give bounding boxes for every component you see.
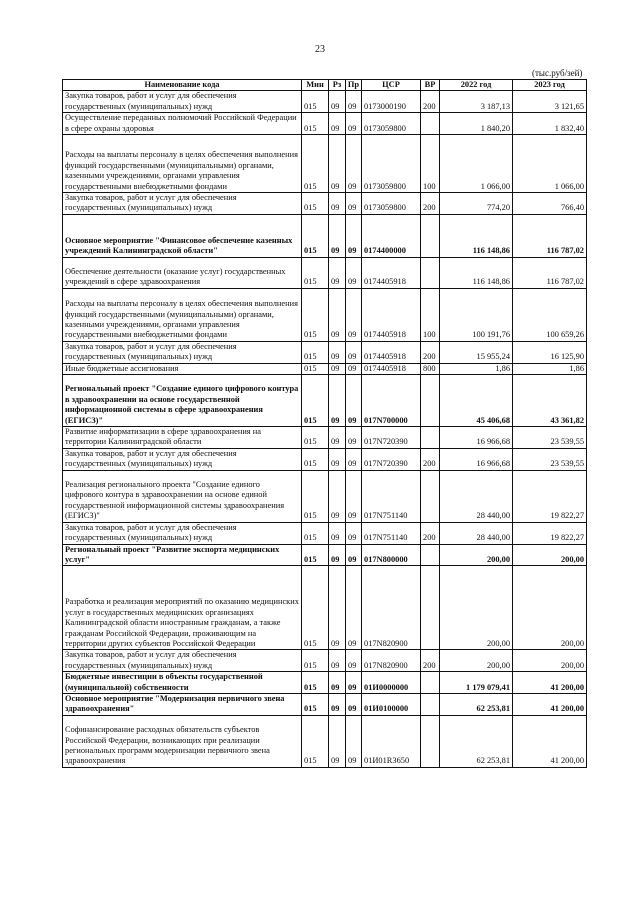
- row-rz: 09: [329, 91, 346, 113]
- row-csr: 017N820900: [362, 650, 421, 672]
- row-vr: [421, 257, 440, 288]
- table-row: [63, 214, 587, 257]
- row-pr: 09: [346, 715, 362, 767]
- row-value-2022: 62 253,81: [440, 693, 513, 715]
- row-csr: 017N700000: [362, 375, 421, 427]
- table-row: [63, 448, 587, 470]
- row-value-2022: 1 840,20: [440, 113, 513, 135]
- table-row: [63, 544, 587, 566]
- row-csr: 0174405918: [362, 341, 421, 363]
- row-pr: 09: [346, 375, 362, 427]
- row-min: 015: [302, 193, 329, 215]
- column-header-2022: 2022 год: [440, 80, 513, 91]
- table-row: [63, 470, 587, 522]
- row-rz: 09: [329, 470, 346, 522]
- row-vr: [421, 544, 440, 566]
- row-rz: 09: [329, 135, 346, 193]
- row-rz: 09: [329, 715, 346, 767]
- table-row: [63, 257, 587, 288]
- row-csr: 017N720390: [362, 427, 421, 449]
- row-name: Иные бюджетные ассигнования: [63, 363, 302, 374]
- row-vr: [421, 566, 440, 650]
- row-name: Расходы на выплаты персоналу в целях обеспечения выполнения функций государственными (муниципальными) органами, казенными учреждениями, органами управления государственными внебюджетными фондами: [63, 288, 302, 341]
- row-value-2022: 3 187,13: [440, 91, 513, 113]
- row-rz: 09: [329, 522, 346, 544]
- table-row: [63, 288, 587, 341]
- row-vr: [421, 715, 440, 767]
- row-value-2022: 200,00: [440, 544, 513, 566]
- row-vr: 200: [421, 650, 440, 672]
- row-csr: 0173059800: [362, 135, 421, 193]
- row-csr: 01И0100000: [362, 693, 421, 715]
- row-rz: 09: [329, 214, 346, 257]
- row-pr: 09: [346, 135, 362, 193]
- row-pr: 09: [346, 113, 362, 135]
- row-min: 015: [302, 470, 329, 522]
- row-pr: 09: [346, 544, 362, 566]
- row-value-2022: 1 179 079,41: [440, 672, 513, 694]
- row-pr: 09: [346, 91, 362, 113]
- row-value-2023: 766,40: [513, 193, 587, 215]
- row-csr: 017N800000: [362, 544, 421, 566]
- row-name: Закупка товаров, работ и услуг для обеспечения государственных (муниципальных) нужд: [63, 91, 302, 113]
- row-value-2022: 200,00: [440, 566, 513, 650]
- table-row: [63, 650, 587, 672]
- row-pr: 09: [346, 650, 362, 672]
- row-csr: 0174400000: [362, 214, 421, 257]
- row-name: Закупка товаров, работ и услуг для обеспечения государственных (муниципальных) нужд: [63, 522, 302, 544]
- row-vr: 200: [421, 193, 440, 215]
- row-rz: 09: [329, 427, 346, 449]
- table-row: [63, 672, 587, 694]
- table-row: [63, 341, 587, 363]
- row-name: Разработка и реализация мероприятий по оказанию медицинских услуг в государственных медицинских организациях Калининградской области иностранным гражданам, а также гражданам Российской Федерации, проживающим на территории других субъектов Российской Федерации: [63, 566, 302, 650]
- row-vr: [421, 470, 440, 522]
- table-body: [63, 91, 587, 767]
- row-name: Обеспечение деятельности (оказание услуг) государственных учреждений в сфере здравоохранения: [63, 257, 302, 288]
- row-min: 015: [302, 135, 329, 193]
- row-vr: [421, 672, 440, 694]
- row-csr: 0174405918: [362, 257, 421, 288]
- row-rz: 09: [329, 566, 346, 650]
- row-rz: 09: [329, 193, 346, 215]
- row-value-2023: 116 787,02: [513, 214, 587, 257]
- row-value-2023: 200,00: [513, 544, 587, 566]
- row-csr: 01И01R3650: [362, 715, 421, 767]
- column-header-vr: ВР: [421, 80, 440, 91]
- row-value-2022: 1,86: [440, 363, 513, 374]
- table-row: [63, 375, 587, 427]
- row-value-2023: 1 066,00: [513, 135, 587, 193]
- row-value-2022: 15 955,24: [440, 341, 513, 363]
- row-rz: 09: [329, 672, 346, 694]
- row-value-2022: 16 966,68: [440, 448, 513, 470]
- row-csr: 017N751140: [362, 522, 421, 544]
- row-value-2023: 23 539,55: [513, 448, 587, 470]
- row-value-2023: 41 200,00: [513, 672, 587, 694]
- row-pr: 09: [346, 288, 362, 341]
- row-rz: 09: [329, 544, 346, 566]
- row-rz: 09: [329, 113, 346, 135]
- row-name: Софинансирование расходных обязательств субъектов Российской Федерации, возникающих при реализации региональных программ модернизации первичного звена здравоохранения: [63, 715, 302, 767]
- column-header-name: Наименование кода: [63, 80, 302, 91]
- row-vr: 100: [421, 288, 440, 341]
- row-min: 015: [302, 363, 329, 374]
- row-csr: 0174405918: [362, 363, 421, 374]
- row-pr: 09: [346, 522, 362, 544]
- row-min: 015: [302, 257, 329, 288]
- table-row: [63, 135, 587, 193]
- row-vr: 800: [421, 363, 440, 374]
- row-vr: 200: [421, 91, 440, 113]
- row-name: Основное мероприятие "Финансовое обеспечение казенных учреждений Калининградской области": [63, 214, 302, 257]
- column-header-min: Мин: [302, 80, 329, 91]
- page-number: 23: [315, 44, 325, 55]
- row-value-2023: 19 822,27: [513, 470, 587, 522]
- row-value-2023: 3 121,65: [513, 91, 587, 113]
- row-name: Бюджетные инвестиции в объекты государственной (муниципальной) собственности: [63, 672, 302, 694]
- row-rz: 09: [329, 448, 346, 470]
- row-pr: 09: [346, 214, 362, 257]
- row-rz: 09: [329, 257, 346, 288]
- row-min: 015: [302, 91, 329, 113]
- row-min: 015: [302, 566, 329, 650]
- row-vr: [421, 214, 440, 257]
- table-row: [63, 193, 587, 215]
- row-value-2023: 41 200,00: [513, 715, 587, 767]
- row-value-2022: 116 148,86: [440, 214, 513, 257]
- row-csr: 017N820900: [362, 566, 421, 650]
- row-value-2023: 43 361,82: [513, 375, 587, 427]
- row-pr: 09: [346, 363, 362, 374]
- row-csr: 0173000190: [362, 91, 421, 113]
- table-row: [63, 566, 587, 650]
- row-rz: 09: [329, 650, 346, 672]
- row-value-2023: 16 125,90: [513, 341, 587, 363]
- row-rz: 09: [329, 375, 346, 427]
- column-header-2023: 2023 год: [513, 80, 587, 91]
- budget-table: [62, 79, 587, 768]
- row-value-2022: 16 966,68: [440, 427, 513, 449]
- row-value-2023: 1,86: [513, 363, 587, 374]
- table-row: [63, 113, 587, 135]
- row-min: 015: [302, 427, 329, 449]
- row-csr: 0174405918: [362, 288, 421, 341]
- row-vr: [421, 113, 440, 135]
- row-min: 015: [302, 341, 329, 363]
- table-row: [63, 363, 587, 374]
- row-name: Закупка товаров, работ и услуг для обеспечения государственных (муниципальных) нужд: [63, 448, 302, 470]
- row-csr: 0173059800: [362, 113, 421, 135]
- table-header: [63, 80, 587, 91]
- row-pr: 09: [346, 672, 362, 694]
- row-min: 015: [302, 544, 329, 566]
- row-value-2023: 19 822,27: [513, 522, 587, 544]
- row-name: Региональный проект "Развитие экспорта медицинских услуг": [63, 544, 302, 566]
- row-csr: 017N720390: [362, 448, 421, 470]
- row-pr: 09: [346, 257, 362, 288]
- column-header-rz: Рз: [329, 80, 346, 91]
- row-value-2023: 100 659,26: [513, 288, 587, 341]
- row-min: 015: [302, 715, 329, 767]
- row-value-2022: 45 406,68: [440, 375, 513, 427]
- row-pr: 09: [346, 566, 362, 650]
- row-pr: 09: [346, 193, 362, 215]
- row-min: 015: [302, 113, 329, 135]
- units-label: (тыс.руб/зей): [532, 68, 583, 78]
- row-csr: 0173059800: [362, 193, 421, 215]
- row-rz: 09: [329, 288, 346, 341]
- row-name: Развитие информатизации в сфере здравоохранения на территории Калининградской области: [63, 427, 302, 449]
- row-value-2022: 1 066,00: [440, 135, 513, 193]
- row-vr: [421, 693, 440, 715]
- table-row: [63, 91, 587, 113]
- column-header-csr: ЦСР: [362, 80, 421, 91]
- table-row: [63, 715, 587, 767]
- row-name: Реализация регионального проекта "Создание единого цифрового контура в здравоохранении на основе единой государственной информационной системы здравоохранения (ЕГИСЗ)": [63, 470, 302, 522]
- row-min: 015: [302, 214, 329, 257]
- row-min: 015: [302, 375, 329, 427]
- row-pr: 09: [346, 427, 362, 449]
- row-rz: 09: [329, 341, 346, 363]
- row-min: 015: [302, 522, 329, 544]
- row-min: 015: [302, 672, 329, 694]
- row-vr: 200: [421, 341, 440, 363]
- row-name: Расходы на выплаты персоналу в целях обеспечения выполнения функций государственными (муниципальными) органами, казенными учреждениями, органами управления государственными внебюджетными фондами: [63, 135, 302, 193]
- column-header-pr: Пр: [346, 80, 362, 91]
- row-pr: 09: [346, 693, 362, 715]
- row-pr: 09: [346, 470, 362, 522]
- row-name: Закупка товаров, работ и услуг для обеспечения государственных (муниципальных) нужд: [63, 193, 302, 215]
- row-csr: 01И0000000: [362, 672, 421, 694]
- row-value-2022: 200,00: [440, 650, 513, 672]
- row-csr: 017N751140: [362, 470, 421, 522]
- row-value-2023: 23 539,55: [513, 427, 587, 449]
- row-vr: [421, 427, 440, 449]
- row-vr: 200: [421, 448, 440, 470]
- row-pr: 09: [346, 341, 362, 363]
- row-min: 015: [302, 448, 329, 470]
- row-min: 015: [302, 650, 329, 672]
- table-row: [63, 522, 587, 544]
- table-row: [63, 427, 587, 449]
- row-value-2022: 774,20: [440, 193, 513, 215]
- row-pr: 09: [346, 448, 362, 470]
- row-value-2022: 100 191,76: [440, 288, 513, 341]
- row-value-2023: 116 787,02: [513, 257, 587, 288]
- row-name: Основное мероприятие "Модернизация первичного звена здравоохранения": [63, 693, 302, 715]
- row-min: 015: [302, 288, 329, 341]
- row-value-2023: 41 200,00: [513, 693, 587, 715]
- row-value-2022: 62 253,81: [440, 715, 513, 767]
- table-row: [63, 693, 587, 715]
- row-value-2022: 28 440,00: [440, 522, 513, 544]
- row-vr: 200: [421, 522, 440, 544]
- row-name: Региональный проект "Создание единого цифрового контура в здравоохранении на основе государственной информационной системы в сфере здравоохранения (ЕГИСЗ)": [63, 375, 302, 427]
- row-name: Закупка товаров, работ и услуг для обеспечения государственных (муниципальных) нужд: [63, 341, 302, 363]
- row-name: Закупка товаров, работ и услуг для обеспечения государственных (муниципальных) нужд: [63, 650, 302, 672]
- row-vr: 100: [421, 135, 440, 193]
- row-value-2023: 200,00: [513, 566, 587, 650]
- row-name: Осуществление переданных полномочий Российской Федерации в сфере охраны здоровья: [63, 113, 302, 135]
- row-rz: 09: [329, 693, 346, 715]
- row-vr: [421, 375, 440, 427]
- row-rz: 09: [329, 363, 346, 374]
- row-value-2022: 116 148,86: [440, 257, 513, 288]
- row-min: 015: [302, 693, 329, 715]
- row-value-2023: 200,00: [513, 650, 587, 672]
- row-value-2023: 1 832,40: [513, 113, 587, 135]
- row-value-2022: 28 440,00: [440, 470, 513, 522]
